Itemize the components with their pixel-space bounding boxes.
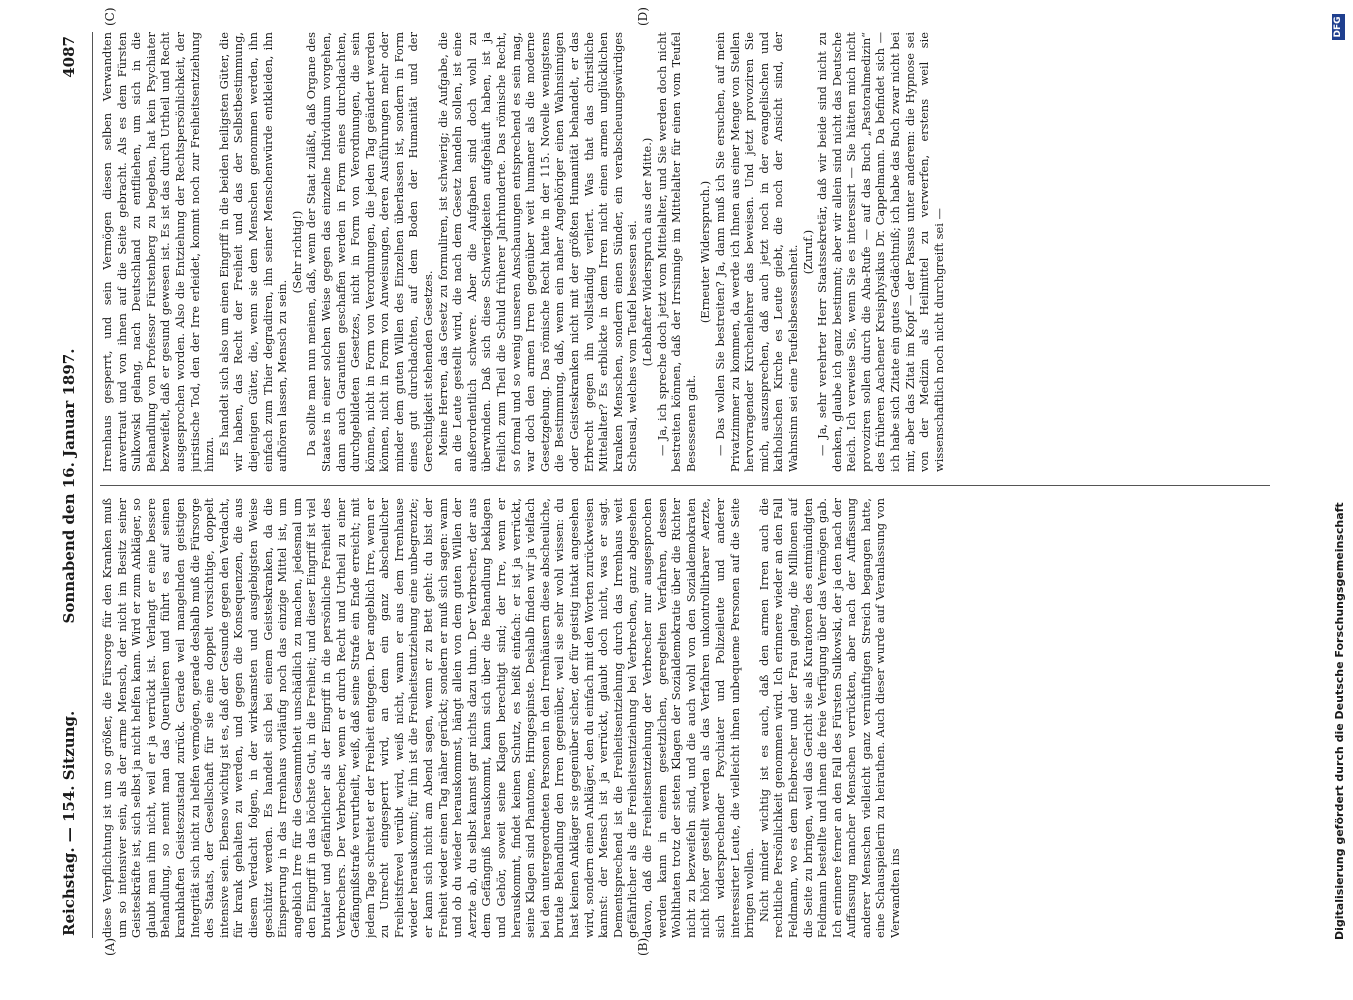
right-text-column bbox=[100, 32, 1280, 472]
paragraph: Nicht minder wichtig ist es auch, daß den armen Irren auch die rechtliche Persönlichkeit genommen wird. Ich erinnere wieder an den Fall Feldmann, wo es dem Ehebrecher und der Frau gelang, die Millionen auf die Seite zu bringen, weil das Gericht sie als Kuratoren des entmündigten Feldmann bestellte und ihnen die freie Verfügung über das Vermögen gab. Ich erinnere ferner an den Fall des Fürsten Sulkowski, der ja den nach der Auffassung mancher Menschen verrückten, aber nach der Auffassung anderer Menschen vielleicht ganz vernünftigen Streich begangen hatte, eine Schauspielerin zu heirathen. Auch dieser wurde auf Veranlassung von Verwandten ins bbox=[756, 498, 903, 938]
paragraph: Es handelt sich also um einen Eingriff in die beiden heiligsten Güter, die wir haben, das Recht der Freiheit und das der Selbstbestimmung, diejenigen Güter, die, wenn sie dem Menschen genommen werden, ihn einfach zum Thier degradiren, ihn seiner Menschenwürde entkleiden, ihn aufhören lassen, Mensch zu sein. bbox=[216, 32, 290, 472]
paragraph: Irrenhaus gesperrt, und sein Vermögen diesen selben Verwandten anvertraut und von ihnen auf die Seite gebracht. Als es dem Fürsten Sulkowski gelang, nach Deutschland zu entfliehen, um sich in die Behandlung von Professor Fürstenberg zu begeben, hat kein Psychiater bezweifelt, daß er gesund gewesen ist. Es ist das durch Urtheil und Recht ausgesprochen worden. Also die Entziehung der Rechtspersönlichkeit, der juristische Tod, den der Irre erleidet, kommt noch zur Freiheitsentziehung hinzu. bbox=[100, 32, 217, 472]
paragraph: — Ja, sehr verehrter Herr Staatssekretär, daß wir beide sind nicht zu denken, glaube ich ganz bestimmt; aber wir allein sind nicht das Deutsche Reich. Ich verweise Sie, wenn Sie es interessirt — Sie hätten mich nicht provoziren sollen durch die Aha-Rufe — auf das Buch „Pastoralmedizin“ des früheren Aachener Kreisphysikus Dr. Cappelmann. Da befindet sich — ich habe sich Zitate ein gutes Gedächtniß; ich habe das Buch zwar nicht bei mir, aber das Zitat im Kopf — der Passus unter anderem: die Hypnose sei von der Medizin als Heilmittel zu verwerfen, erstens weil sie wissenschaftlich noch nicht durchgreift sei — bbox=[815, 32, 946, 472]
paragraph: — Das wollen Sie bestreiten? Ja, dann muß ich Sie ersuchen, auf mein Privatzimmer zu kommen, da werde ich Ihnen aus einer Menge von Stellen hervorragender Kirchenlehrer das beweisen. Und jetzt provoziren Sie mich, auszusprechen, daß auch jetzt noch in der evangelischen und katholischen Kirche es Leute giebt, die noch der Ansicht sind, der Wahnsinn sei eine Teufelsbesessenheit. bbox=[712, 32, 800, 472]
dfg-logo: DFG bbox=[1332, 14, 1345, 40]
header-rule bbox=[92, 32, 93, 938]
digitization-footer bbox=[1330, 0, 1350, 1000]
margin-marker-a: (A) bbox=[103, 937, 117, 956]
margin-marker-b: (B) bbox=[636, 937, 650, 956]
interjection: (Sehr richtig!) bbox=[289, 210, 304, 294]
paragraph: — Ja, ich spreche doch jetzt vom Mittelalter, und Sie werden doch nicht bestreiten können, daß der Irrsinnige im Mittelalter für einen vom Teufel Besessenen galt. bbox=[654, 32, 698, 472]
paragraph: Da sollte man nun meinen, daß, wenn der Staat zuläßt, daß Organe des Staates in einer solchen Weise gegen das einzelne Individuum vorgehen, dann auch Garantien geschaffen werden in Form eines durchdachten, durchgebildeten Gesetzes, nicht in Form von Verordnungen, die sein können, nicht in Form von Verordnungen, die jeden Tag geändert werden können, nicht in Form von Anweisungen, deren Ausführungen mehr oder minder dem guten Willen des Einzelnen überlassen ist, sondern in Form eines gut durchdachten, auf dem Boden der Humanität und der Gerechtigkeit stehenden Gesetzes. bbox=[304, 32, 436, 472]
paragraph: Meine Herren, das Gesetz zu formuliren, ist schwierig; die Aufgabe, die an die Leute gestellt wird, die nach dem Gesetz handeln sollen, ist eine außerordentlich schwere. Aber die Aufgaben sind doch wohl zu überwinden. Daß sich diese Schwierigkeiten aufgehäuft haben, ist ja freilich zum Theil die Schuld früherer Jahrhunderte. Das römische Recht, so formal und so wenig unseren Anschauungen entsprechend es sein mag, war doch den armen Irren gegenüber weit humaner als die moderne Gesetzgebung. Das römische Recht hatte in der 115. Novelle wenigstens die Bestimmung, daß, wenn ein naher Angehöriger einen Wahnsinnigen oder Geisteskranken nicht mit der größten Humanität behandelt, er das Erbrecht gegen ihn vollständig verliert. Was that das christliche Mittelalter? Es erblickte in dem Irren nicht einen armen unglücklichen kranken Menschen, sondern einen Sünder, ein verabscheuungswürdiges Scheusal, welches vom Teufel besessen sei. bbox=[435, 32, 640, 472]
header-session: Reichstag. — 154. Sitzung. bbox=[60, 710, 78, 936]
page-header bbox=[52, 36, 92, 936]
header-date: Sonnabend den 16. Januar 1897. bbox=[60, 348, 78, 624]
margin-marker-c: (C) bbox=[103, 7, 117, 26]
margin-marker-d: (D) bbox=[636, 7, 650, 26]
left-text-column bbox=[100, 498, 1280, 938]
interjection: (Lebhafter Widerspruch aus der Mitte.) bbox=[639, 137, 654, 367]
paragraph: diese Verpflichtung ist um so größer, die Fürsorge für den Kranken muß um so intensiver sein, als der arme Mensch, der nicht im Besitz seiner Geisteskräfte ist, sich selbst ja nicht helfen kann. Wird er zum Ankläger, so glaubt man ihm nicht, weil er ja verrückt ist. Verlangt er eine bessere Behandlung, so nennt man das Querulieren und führt es auf seinen krankhaften Geisteszustand zurück. Gerade weil mangelnden geistigen Integrität sich nicht zu helfen vermögen, gerade deshalb muß die Fürsorge des Staats, der Gesellschaft für sie eine doppelt vorsichtige, doppelt intensive sein. Ebenso wichtig ist es, daß der Gesunde gegen den Verdacht, für krank gehalten zu werden, und gegen die Konsequenzen, die aus diesem Verdacht folgen, in der wirksamsten und ausgiebigsten Weise geschützt werden. Es handelt sich bei einem Geisteskranken, da die Einsperrung in das Irrenhaus vorläufig noch das einzige Mittel ist, um angeblich Irre für die Gesammtheit unschädlich zu machen, jedesmal um den Eingriff in das höchste Gut, in die Freiheit; und dieser Eingriff ist viel brutaler und gefährlicher als der Eingriff in die persönliche Freiheit des Verbrechers. Der Verbrecher, wenn er durch Recht und Urtheil zu einer Gefängnißstrafe verurtheilt, weiß, daß seine Strafe ein Ende erreicht; mit jedem Tage schreitet er der Freiheit entgegen. Der angeblich Irre, wenn er zu Unrecht eingesperrt wird, an dem ein ganz abscheulicher Freiheitsfrevel verübt wird, weiß nicht, wann er aus dem Irrenhause wieder herauskommt; für ihn ist die Freiheitsentziehung eine unbegrenzte; er kann sich nicht am Abend sagen, wenn er zu Bett geht: du bist der Freiheit wieder einen Tag näher gerückt; sondern er muß sich sagen: wann und ob du wieder herauskommst, hängt allein von dem guten Willen der Aerzte ab, du selbst kannst gar nichts dazu thun. Der Verbrecher, der aus dem Gefängniß herauskommt, kann sich über die Behandlung beklagen und Gehör, soweit seine Klagen berechtigt sind; der Irre, wenn er herauskommt, findet keinen Schutz, es heißt einfach: er ist ja verrückt, seine Klagen sind Phantome, Hirngespinste. Deshalb finden wir ja vielfach bei den untergeordneten Personen in den Irrenhäusern diese abscheuliche, brutale Behandlung den Irren gegenüber, weil sie sehr wohl wissen: du hast keinen Ankläger sie gegenüber sicher, der für geistig intakt angesehen wird, sondern einen Ankläger, den du einfach mit den Worten zurückweisen kannst: der Mensch ist ja verrückt, glaubt doch nicht, was er sagt. Dementsprechend ist die Freiheitsentziehung durch das Irrenhaus weit gefährlicher als die Freiheitsentziehung bei Verbrechen, ganz abgesehen davon, daß die Freiheitsentziehung der Verbrecher nur ausgesprochen werden kann in einem gesetzlichen, geregelten Verfahren, dessen Wohlthaten trotz der steten Klagen der Sozialdemokratie über die Richter nicht zu bezweifeln sind, und die auch wohl von den Sozialdemokraten nicht höher gestellt werden als das Verfahren unkontrollirbarer Aerzte, sich widersprechender Psychiater und Polizeileute und anderer interessirter Leute, die vielleicht ihnen unbequeme Personen auf die Seite bringen wollen. bbox=[100, 498, 757, 938]
funding-note: Digitalisierung gefördert durch die Deutsche Forschungsgemeinschaft bbox=[1333, 502, 1346, 940]
column-divider bbox=[100, 485, 1270, 486]
page-number: 4087 bbox=[60, 36, 78, 78]
interjection: (Erneuter Widerspruch.) bbox=[698, 180, 713, 324]
interjection: (Zuruf.) bbox=[800, 229, 815, 275]
